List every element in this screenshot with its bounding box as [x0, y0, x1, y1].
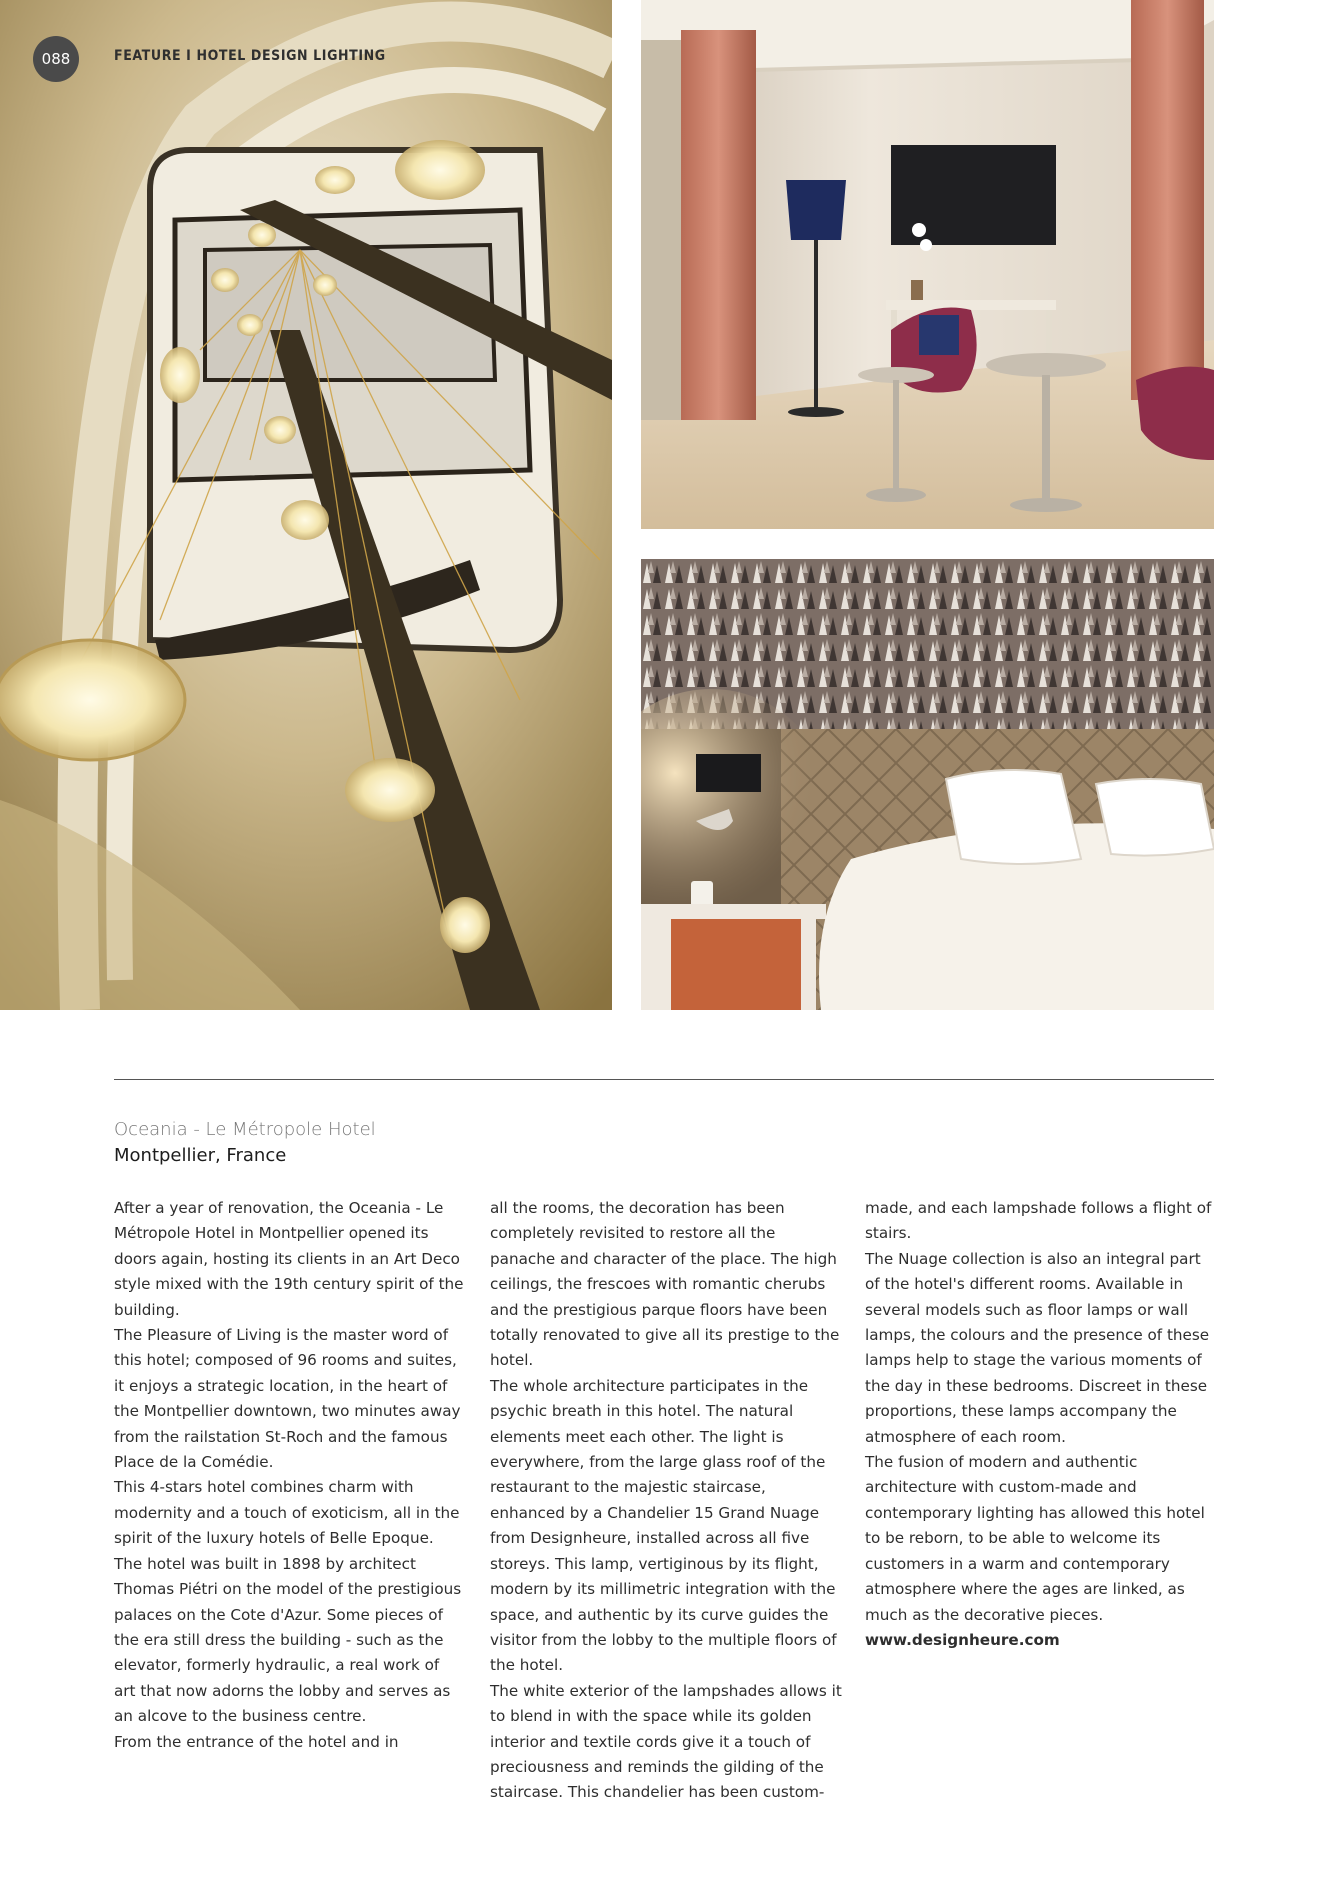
article-column-3 — [865, 1196, 1217, 1653]
article-column-1 — [114, 1196, 464, 1755]
paragraph: made, and each lampshade follows a flight of stairs. — [865, 1199, 1212, 1243]
section-label: FEATURE I HOTEL DESIGN LIGHTING — [114, 48, 386, 64]
paragraph: From the entrance of the hotel and in — [114, 1732, 399, 1751]
staircase-chandelier-photo — [0, 0, 612, 1010]
bedroom-photo — [641, 559, 1214, 1010]
page-number-badge: 088 — [33, 36, 79, 82]
divider-rule — [114, 1079, 1214, 1080]
website-link[interactable]: www.designheure.com — [865, 1630, 1060, 1649]
paragraph: The hotel was built in 1898 by architect Thomas Piétri on the model of the prestigious palaces on the Cote d'Azur. Some pieces of the era still dress the building - such as the elevator, formerly hydraulic, a real work of art that now adorns the lobby and serves as an alcove to the business centre. — [114, 1554, 462, 1726]
article-column-2 — [490, 1196, 842, 1806]
paragraph: After a year of renovation, the Oceania - Le Métropole Hotel in Montpellier opened its doors again, hosting its clients in an Art Deco style mixed with the 19th century spirit of the building. — [114, 1199, 464, 1319]
paragraph: all the rooms, the decoration has been completely revisited to restore all the panache and character of the place. The high ceilings, the frescoes with romantic cherubs and the prestigious parque floors have been totally renovated to give all its prestige to the hotel. — [490, 1199, 840, 1370]
paragraph: The white exterior of the lampshades allows it to blend in with the space while its golden interior and textile cords give it a touch of preciousness and reminds the gilding of the staircase. This chandelier has been custom- — [490, 1681, 842, 1802]
paragraph: This 4-stars hotel combines charm with modernity and a touch of exoticism, all in the spirit of the luxury hotels of Belle Epoque. — [114, 1478, 460, 1548]
living-room-photo — [641, 0, 1214, 529]
paragraph: The whole architecture participates in the psychic breath in this hotel. The natural elements meet each other. The light is everywhere, from the large glass roof of the restaurant to the majestic staircase, enhanced by a Chandelier 15 Grand Nuage from Designheure, installed across all five storeys. This lamp, vertiginous by its flight, modern by its millimetric integration with the space, and authentic by its curve guides the visitor from the lobby to the multiple floors of the hotel. — [490, 1376, 837, 1675]
paragraph: The Pleasure of Living is the master word of this hotel; composed of 96 rooms and suites, it enjoys a strategic location, in the heart of the Montpellier downtown, two minutes away from the railstation St-Roch and the famous Place de la Comédie. — [114, 1326, 461, 1472]
paragraph: The Nuage collection is also an integral part of the hotel's different rooms. Available in several models such as floor lamps or wall lamps, the colours and the presence of these lamps help to stage the various moments of the day in these bedrooms. Discreet in these proportions, these lamps accompany the atmosphere of each room. — [865, 1249, 1210, 1446]
hotel-name: Oceania - Le Métropole Hotel — [114, 1119, 376, 1140]
hotel-location: Montpellier, France — [114, 1145, 287, 1166]
paragraph: The fusion of modern and authentic architecture with custom-made and contemporary lighting has allowed this hotel to be reborn, to be able to welcome its customers in a warm and contemporary atmosphere where the ages are linked, as much as the decorative pieces. — [865, 1453, 1205, 1624]
